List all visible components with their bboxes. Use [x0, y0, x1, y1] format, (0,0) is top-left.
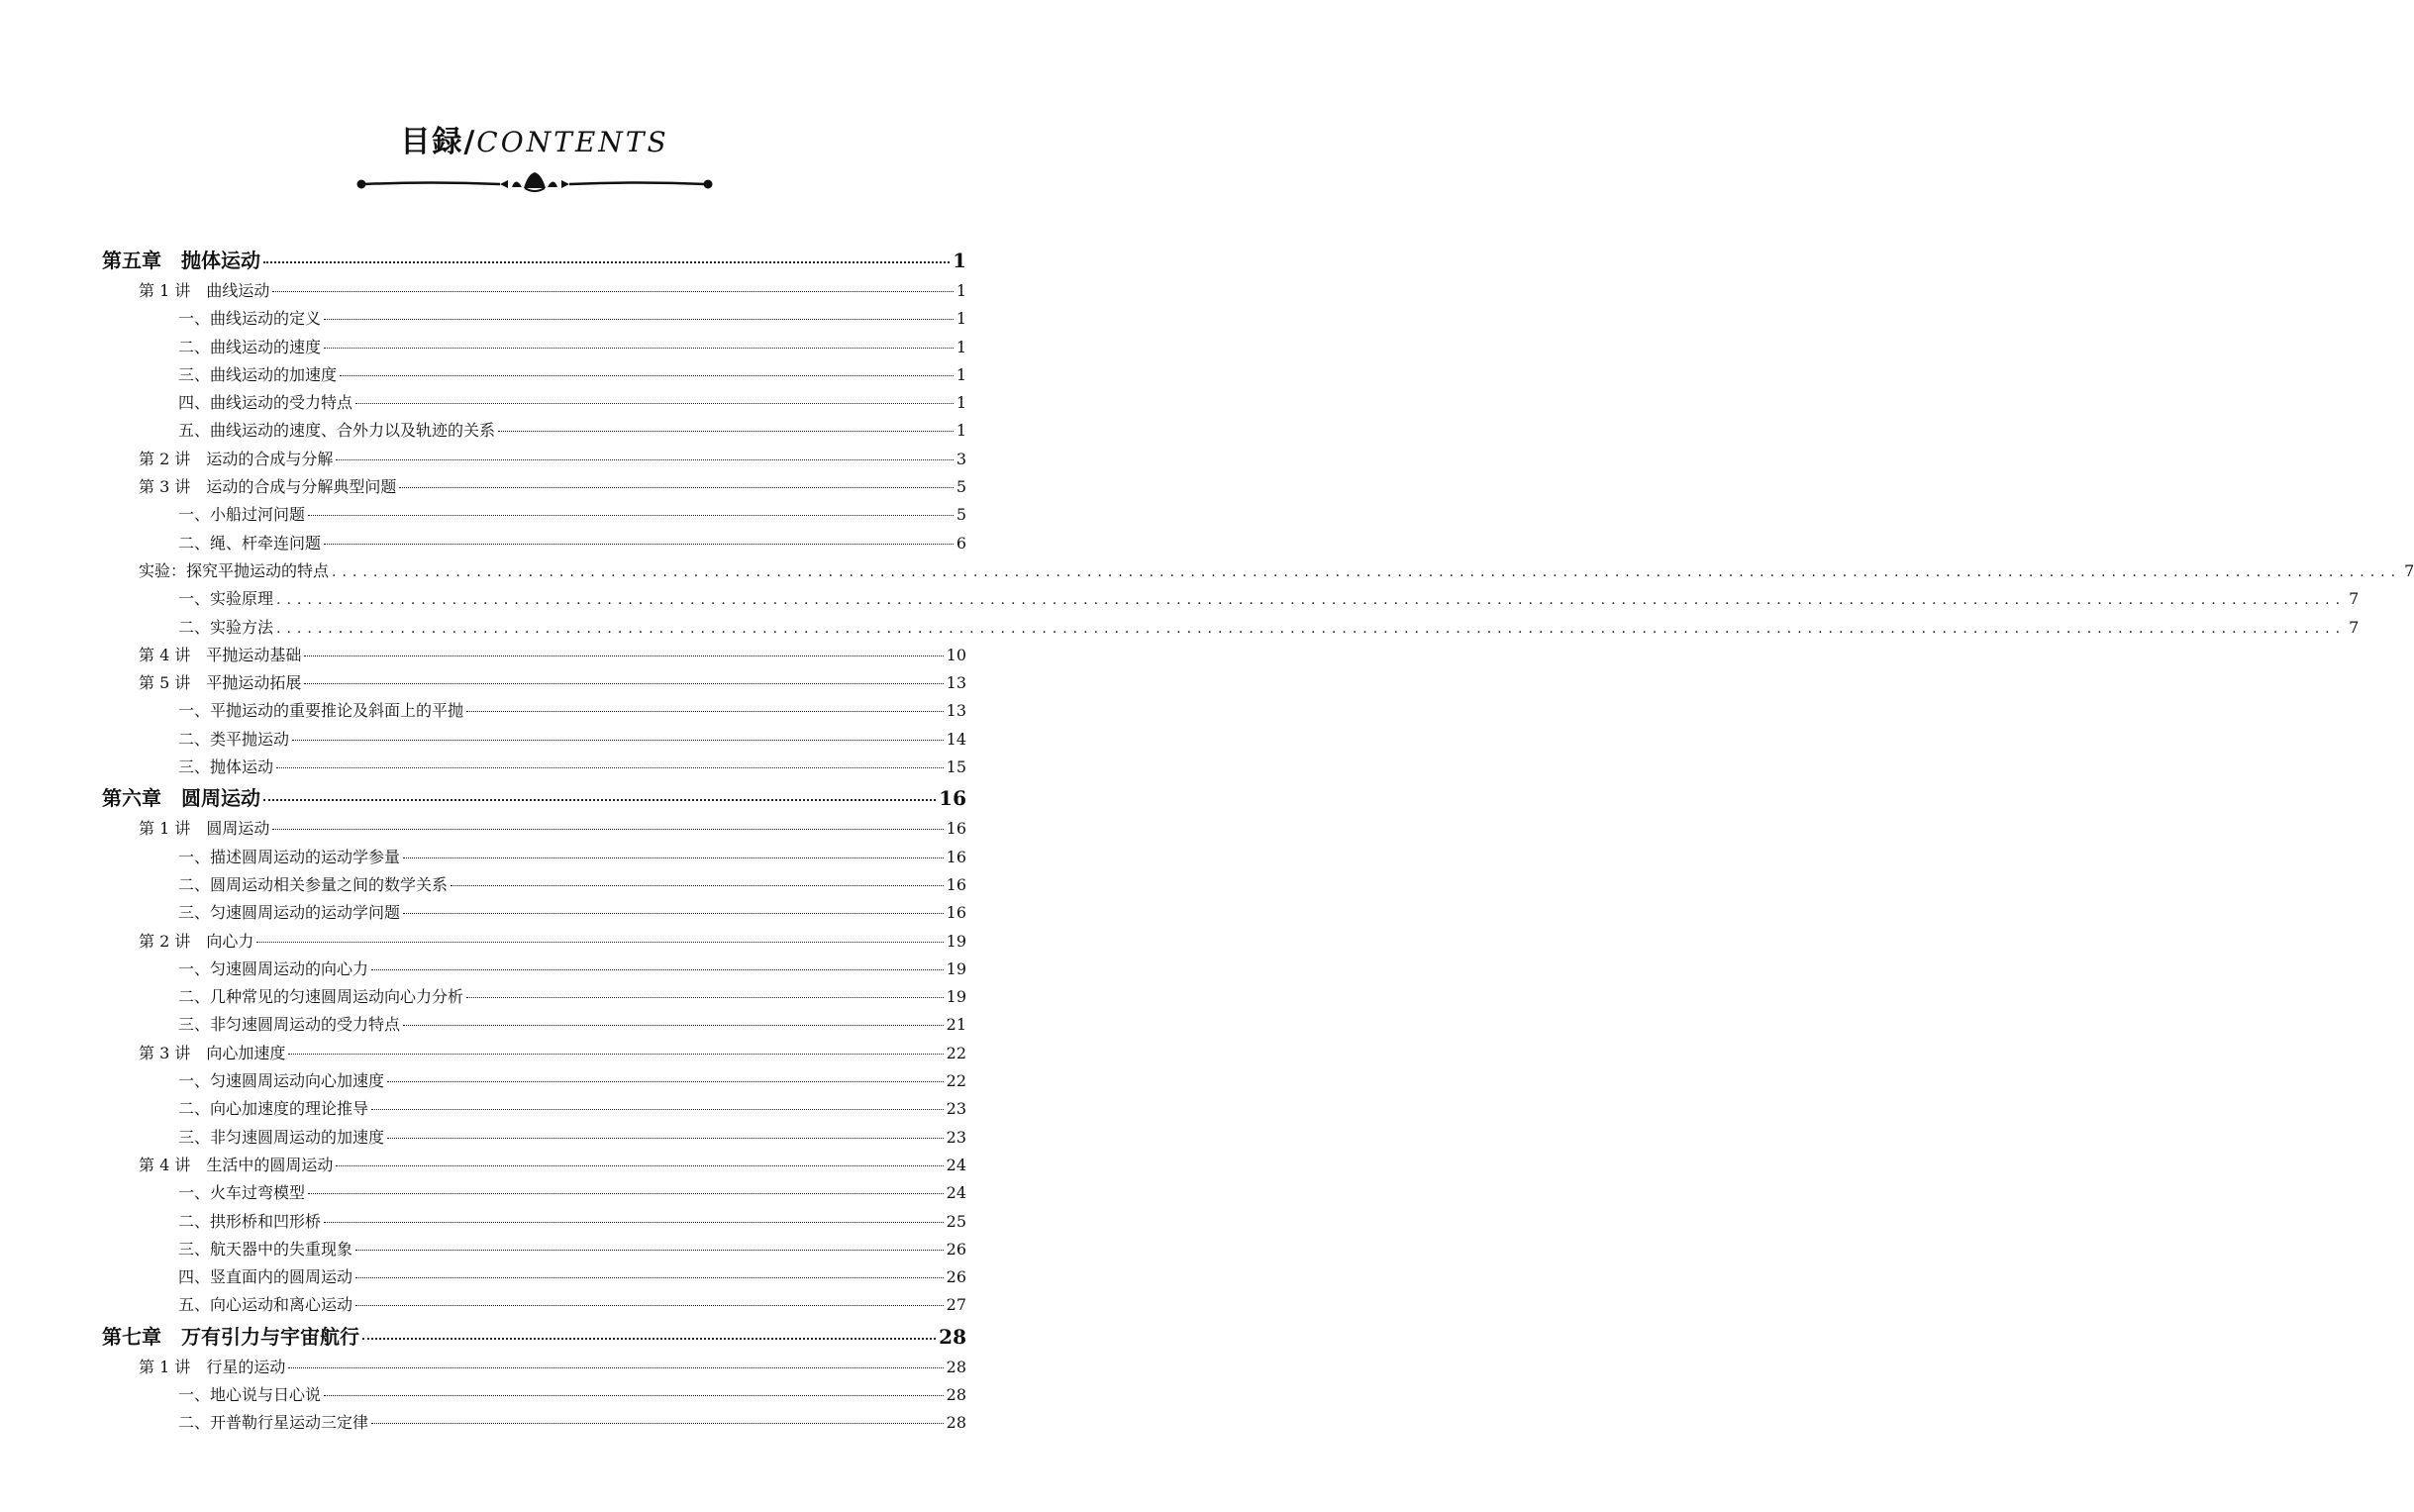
- toc-entry-page-number: 7: [2349, 617, 2360, 637]
- dot-leader: [371, 1109, 944, 1110]
- toc-entry-page-number: 10: [946, 645, 966, 664]
- toc-entry-item[interactable]: [102, 362, 966, 390]
- toc-entry-item[interactable]: [102, 957, 966, 984]
- toc-entry-page-number: 28: [946, 1357, 966, 1376]
- ornament-divider-icon: [352, 170, 718, 200]
- toc-entry-label: 二、拱形桥和凹形桥: [178, 1211, 322, 1231]
- toc-entry-page-number: 16: [946, 847, 966, 866]
- toc-entry-page-number: 5: [956, 477, 966, 497]
- toc-entry-item[interactable]: [102, 845, 966, 872]
- toc-entry-label: 第 3 讲 向心加速度: [139, 1043, 286, 1062]
- toc-entry-lecture[interactable]: [102, 816, 966, 844]
- title-chinese: 目録: [400, 125, 464, 159]
- toc-entry-chapter[interactable]: [102, 245, 966, 278]
- dot-leader: [324, 319, 954, 320]
- dot-leader: [308, 515, 954, 516]
- toc-entry-page-number: 1: [953, 249, 966, 272]
- toc-entry-lecture[interactable]: [102, 1153, 966, 1180]
- toc-entry-item[interactable]: [102, 1237, 966, 1264]
- dot-leader: [304, 683, 943, 684]
- toc-entry-label: 二、类平抛运动: [178, 729, 290, 749]
- toc-entry-label: 第 4 讲 平抛运动基础: [139, 645, 302, 664]
- toc-entry-label: 四、竖直面内的圆周运动: [178, 1267, 353, 1287]
- dot-leader: [288, 1367, 943, 1368]
- toc-entry-label: 三、航天器中的失重现象: [178, 1239, 353, 1259]
- dot-leader: [288, 1054, 943, 1055]
- toc-entry-label: 第 4 讲 生活中的圆周运动: [139, 1155, 334, 1174]
- toc-entry-page-number: 14: [946, 729, 966, 749]
- toc-entry-item[interactable]: [102, 1068, 966, 1096]
- toc-entry-page-number: 16: [946, 874, 966, 894]
- dot-leader: [403, 857, 944, 858]
- toc-entry-label: 第七章 万有引力与宇宙航行: [102, 1324, 359, 1349]
- page-title: [400, 125, 668, 159]
- dot-leader: [276, 767, 944, 768]
- toc-entry-lecture[interactable]: [102, 1355, 966, 1382]
- toc-entry-page-number: 6: [956, 533, 966, 553]
- toc-entry-item[interactable]: [102, 1096, 966, 1124]
- toc-entry-label: 三、曲线运动的加速度: [178, 364, 338, 384]
- toc-entry-label: 五、曲线运动的速度、合外力以及轨迹的关系: [178, 421, 496, 441]
- toc-entry-page-number: 1: [956, 337, 966, 356]
- toc-entry-lecture[interactable]: [102, 278, 966, 306]
- toc-entry-item[interactable]: [102, 531, 966, 558]
- toc-entry-label: 第 1 讲 圆周运动: [139, 819, 270, 839]
- toc-entry-label: 第 2 讲 向心力: [139, 931, 254, 951]
- dot-leader: [336, 1165, 943, 1166]
- dot-leader: [263, 261, 950, 263]
- toc-entry-chapter[interactable]: [102, 782, 966, 816]
- toc-entry-label: 一、描述圆周运动的运动学参量: [178, 847, 401, 866]
- dot-leader: [272, 829, 943, 830]
- toc-entry-page-number: 22: [946, 1071, 966, 1091]
- dot-leader: [403, 913, 944, 914]
- toc-entry-page-number: 22: [946, 1043, 966, 1062]
- toc-entry-page-number: 25: [946, 1211, 966, 1231]
- toc-entry-label: 三、匀速圆周运动的运动学问题: [178, 903, 401, 923]
- toc-entry-label: 一、火车过弯模型: [178, 1183, 306, 1203]
- toc-entry-page-number: 1: [956, 309, 966, 329]
- toc-entry-page-number: 3: [956, 449, 966, 468]
- table-of-contents: [102, 245, 2414, 1439]
- dot-leader: [403, 1025, 944, 1026]
- toc-entry-label: 第 1 讲 曲线运动: [139, 281, 270, 300]
- toc-entry-page-number: 28: [939, 1324, 966, 1349]
- dot-leader: [324, 1395, 944, 1396]
- toc-entry-page-number: 19: [946, 987, 966, 1007]
- toc-entry-label: 二、开普勒行星运动三定律: [178, 1413, 369, 1433]
- dot-leader: [355, 403, 954, 404]
- toc-entry-label: 二、曲线运动的速度: [178, 337, 322, 356]
- toc-entry-lecture[interactable]: [102, 447, 966, 474]
- toc-entry-label: 一、曲线运动的定义: [178, 309, 322, 329]
- toc-entry-label: 三、非匀速圆周运动的加速度: [178, 1127, 385, 1147]
- toc-entry-chapter[interactable]: [102, 1321, 966, 1355]
- toc-entry-label: 第五章 抛体运动: [102, 249, 260, 272]
- toc-entry-page-number: 5: [956, 505, 966, 525]
- toc-entry-page-number: 13: [946, 673, 966, 693]
- toc-entry-page-number: 7: [2404, 560, 2414, 580]
- dot-leader: [362, 1338, 936, 1340]
- toc-entry-label: 二、实验方法: [178, 617, 274, 637]
- dot-leader: [304, 655, 943, 656]
- toc-entry-item[interactable]: [102, 390, 966, 418]
- toc-entry-item[interactable]: [102, 727, 966, 755]
- toc-entry-item[interactable]: [102, 755, 966, 782]
- toc-entry-item[interactable]: [102, 900, 966, 928]
- dot-leader: [355, 1305, 944, 1306]
- toc-entry-page-number: 24: [946, 1155, 966, 1174]
- toc-entry-item[interactable]: [102, 984, 966, 1012]
- toc-entry-page-number: 23: [946, 1127, 966, 1147]
- dot-leader: [324, 348, 954, 349]
- toc-entry-page-number: 16: [946, 903, 966, 923]
- toc-entry-item[interactable]: [102, 1292, 966, 1320]
- toc-entry-page-number: 26: [946, 1267, 966, 1287]
- dot-leader: ........................................................................................................................................................................................................: [276, 592, 2347, 609]
- toc-entry-label: 二、几种常见的匀速圆周运动向心力分析: [178, 987, 464, 1007]
- toc-entry-label: 一、匀速圆周运动向心加速度: [178, 1071, 385, 1091]
- toc-entry-page-number: 16: [946, 819, 966, 839]
- toc-entry-item[interactable]: [102, 872, 966, 900]
- toc-entry-item[interactable]: [102, 1264, 966, 1292]
- dot-leader: [308, 1193, 944, 1194]
- toc-entry-label: 第六章 圆周运动: [102, 786, 260, 811]
- dot-leader: [399, 487, 953, 488]
- toc-entry-page-number: 15: [946, 757, 966, 777]
- toc-entry-item[interactable]: [102, 306, 966, 334]
- toc-entry-item[interactable]: [102, 418, 966, 446]
- toc-entry-item[interactable]: [102, 1125, 966, 1153]
- toc-entry-label: 一、匀速圆周运动的向心力: [178, 958, 369, 978]
- toc-entry-label: 第 3 讲 运动的合成与分解典型问题: [139, 477, 397, 497]
- toc-entry-lecture[interactable]: [102, 474, 966, 502]
- toc-entry-item[interactable]: [102, 1382, 966, 1410]
- dot-leader: ........................................................................................................................................................................................................: [276, 620, 2347, 637]
- toc-entry-lecture[interactable]: [102, 929, 966, 957]
- toc-entry-page-number: 7: [2349, 589, 2360, 609]
- toc-entry-page-number: 1: [956, 364, 966, 384]
- dot-leader: [387, 1081, 944, 1082]
- toc-entry-exp[interactable]: [102, 558, 2414, 586]
- toc-header: [0, 117, 1069, 160]
- toc-entry-item[interactable]: [102, 1209, 966, 1237]
- toc-entry-label: 二、圆周运动相关参量之间的数学关系: [178, 874, 449, 894]
- toc-entry-page-number: 19: [946, 958, 966, 978]
- toc-entry-item[interactable]: [102, 1180, 966, 1208]
- toc-entry-item[interactable]: [102, 586, 2360, 614]
- toc-entry-page-number: 16: [939, 786, 966, 811]
- toc-entry-label: 一、平抛运动的重要推论及斜面上的平抛: [178, 701, 464, 721]
- toc-entry-page-number: 28: [946, 1413, 966, 1433]
- toc-entry-item[interactable]: [102, 502, 966, 530]
- toc-entry-label: 一、小船过河问题: [178, 505, 306, 525]
- toc-entry-item[interactable]: [102, 335, 966, 362]
- toc-entry-page-number: 13: [946, 701, 966, 721]
- toc-entry-page-number: 28: [946, 1384, 966, 1404]
- dot-leader: [256, 942, 943, 943]
- dot-leader: [340, 375, 954, 376]
- toc-entry-lecture[interactable]: [102, 670, 966, 698]
- dot-leader: [387, 1138, 944, 1139]
- dot-leader: [451, 885, 944, 886]
- dot-leader: ........................................................................................................................................................................................................: [332, 563, 2402, 580]
- toc-entry-item[interactable]: [102, 1012, 966, 1040]
- toc-entry-label: 四、曲线运动的受力特点: [178, 393, 353, 413]
- dot-leader: [355, 1250, 944, 1251]
- toc-entry-page-number: 23: [946, 1099, 966, 1119]
- dot-leader: [272, 291, 953, 292]
- toc-entry-label: 第 2 讲 运动的合成与分解: [139, 449, 334, 468]
- toc-entry-item[interactable]: [102, 615, 2360, 643]
- toc-entry-label: 第 1 讲 行星的运动: [139, 1357, 286, 1376]
- title-english: CONTENTS: [476, 126, 669, 158]
- toc-entry-label: 二、向心加速度的理论推导: [178, 1099, 369, 1119]
- dot-leader: [466, 997, 944, 998]
- toc-entry-label: 三、抛体运动: [178, 757, 274, 777]
- toc-entry-label: 一、实验原理: [178, 589, 274, 609]
- dot-leader: [466, 711, 944, 712]
- dot-leader: [324, 1222, 944, 1223]
- toc-entry-page-number: 27: [946, 1295, 966, 1315]
- dot-leader: [371, 1423, 944, 1424]
- toc-entry-label: 实验：探究平抛运动的特点: [139, 560, 330, 580]
- toc-entry-label: 二、绳、杆牵连问题: [178, 533, 322, 553]
- toc-entry-label: 五、向心运动和离心运动: [178, 1295, 353, 1315]
- toc-entry-item[interactable]: [102, 698, 966, 726]
- toc-entry-page-number: 19: [946, 931, 966, 951]
- dot-leader: [355, 1277, 944, 1278]
- toc-entry-page-number: 1: [956, 421, 966, 441]
- toc-entry-page-number: 21: [946, 1015, 966, 1035]
- dot-leader: [371, 969, 944, 970]
- dot-leader: [336, 459, 953, 460]
- dot-leader: [292, 740, 944, 741]
- title-separator: /: [463, 125, 477, 159]
- toc-entry-lecture[interactable]: [102, 643, 966, 670]
- toc-entry-page-number: 24: [946, 1183, 966, 1203]
- toc-entry-page-number: 1: [956, 393, 966, 413]
- toc-entry-label: 三、非匀速圆周运动的受力特点: [178, 1015, 401, 1035]
- dot-leader: [498, 431, 954, 432]
- toc-entry-label: 第 5 讲 平抛运动拓展: [139, 673, 302, 693]
- toc-entry-lecture[interactable]: [102, 1041, 966, 1068]
- dot-leader: [324, 544, 954, 545]
- dot-leader: [263, 799, 936, 801]
- toc-entry-label: 一、地心说与日心说: [178, 1384, 322, 1404]
- toc-entry-page-number: 26: [946, 1239, 966, 1259]
- toc-entry-item[interactable]: [102, 1410, 966, 1438]
- toc-entry-page-number: 1: [956, 281, 966, 300]
